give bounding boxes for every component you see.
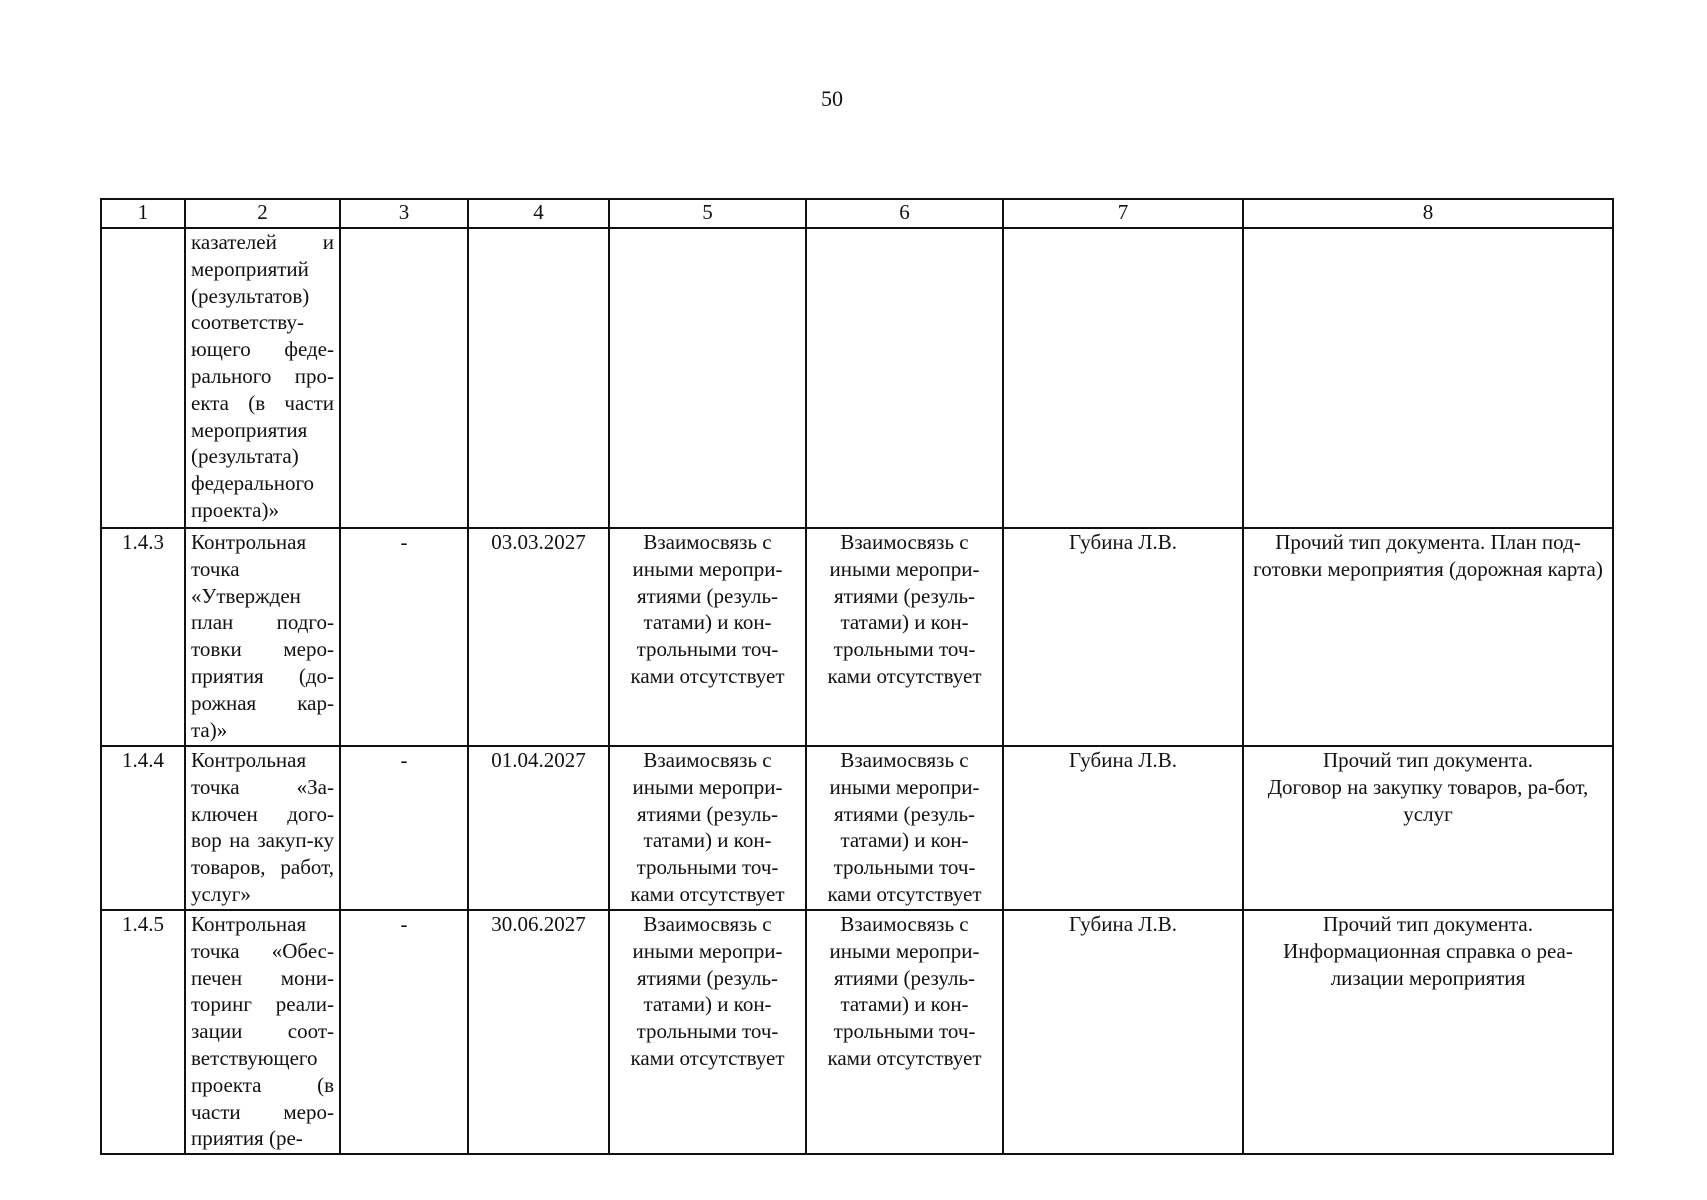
responsible-cell: Губина Л.В.	[1003, 910, 1243, 1154]
responsible-cell: Губина Л.В.	[1003, 528, 1243, 746]
table-row	[101, 228, 1613, 528]
column-header: 8	[1243, 199, 1613, 228]
page-number: 50	[821, 86, 843, 111]
document-type-cell: Прочий тип документа. Информационная справка о реа-лизации мероприятия	[1243, 910, 1613, 1154]
links-from-cell: Взаимосвязь с иными меропри-ятиями (резуль-татами) и кон-трольными точ-ками отсутствует	[609, 910, 806, 1154]
column-header: 4	[468, 199, 609, 228]
date-cell: 30.06.2027	[468, 910, 609, 1154]
date-cell	[468, 228, 609, 528]
predecessor-cell	[340, 228, 468, 528]
links-to-cell	[806, 228, 1003, 528]
links-to-cell: Взаимосвязь с иными меропри-ятиями (резуль-татами) и кон-трольными точ-ками отсутствует	[806, 746, 1003, 910]
date-cell: 01.04.2027	[468, 746, 609, 910]
document-type-cell: Прочий тип документа. Договор на закупку товаров, ра-бот, услуг	[1243, 746, 1613, 910]
links-to-cell: Взаимосвязь с иными меропри-ятиями (резуль-татами) и кон-трольными точ-ками отсутствует	[806, 528, 1003, 746]
control-points-table	[100, 198, 1614, 1155]
control-point-name-cell: казателей и мероприятий (результатов) соответству-ющего феде-рального про-екта (в части мероприятия (результата) федерального проекта)»	[185, 228, 340, 528]
column-header: 5	[609, 199, 806, 228]
table-row	[101, 746, 1613, 910]
table-row	[101, 910, 1613, 1154]
predecessor-cell: -	[340, 910, 468, 1154]
responsible-cell: Губина Л.В.	[1003, 746, 1243, 910]
predecessor-cell: -	[340, 528, 468, 746]
links-from-cell	[609, 228, 806, 528]
control-point-name-cell: Контрольная точка «Обес-печен мони-торинг реали-зации соот-ветствующего проекта (в части меро-приятия (ре-	[185, 910, 340, 1154]
column-header: 3	[340, 199, 468, 228]
predecessor-cell: -	[340, 746, 468, 910]
row-number-cell: 1.4.5	[101, 910, 185, 1154]
document-type-cell	[1243, 228, 1613, 528]
row-number-cell: 1.4.3	[101, 528, 185, 746]
links-to-cell: Взаимосвязь с иными меропри-ятиями (резуль-татами) и кон-трольными точ-ками отсутствует	[806, 910, 1003, 1154]
column-header: 7	[1003, 199, 1243, 228]
links-from-cell: Взаимосвязь с иными меропри-ятиями (резуль-татами) и кон-трольными точ-ками отсутствует	[609, 746, 806, 910]
table-row	[101, 528, 1613, 746]
row-number-cell	[101, 228, 185, 528]
row-number-cell: 1.4.4	[101, 746, 185, 910]
date-cell: 03.03.2027	[468, 528, 609, 746]
control-point-name-cell: Контрольная точка «За-ключен дого-вор на закуп-ку товаров, работ, услуг»	[185, 746, 340, 910]
document-type-cell: Прочий тип документа. План под-готовки мероприятия (дорожная карта)	[1243, 528, 1613, 746]
column-header: 1	[101, 199, 185, 228]
column-header: 6	[806, 199, 1003, 228]
column-header: 2	[185, 199, 340, 228]
control-point-name-cell: Контрольная точка «Утвержден план подго-товки меро-приятия (до-рожная кар-та)»	[185, 528, 340, 746]
column-number-header-row	[101, 199, 1613, 228]
links-from-cell: Взаимосвязь с иными меропри-ятиями (резуль-татами) и кон-трольными точ-ками отсутствует	[609, 528, 806, 746]
responsible-cell	[1003, 228, 1243, 528]
